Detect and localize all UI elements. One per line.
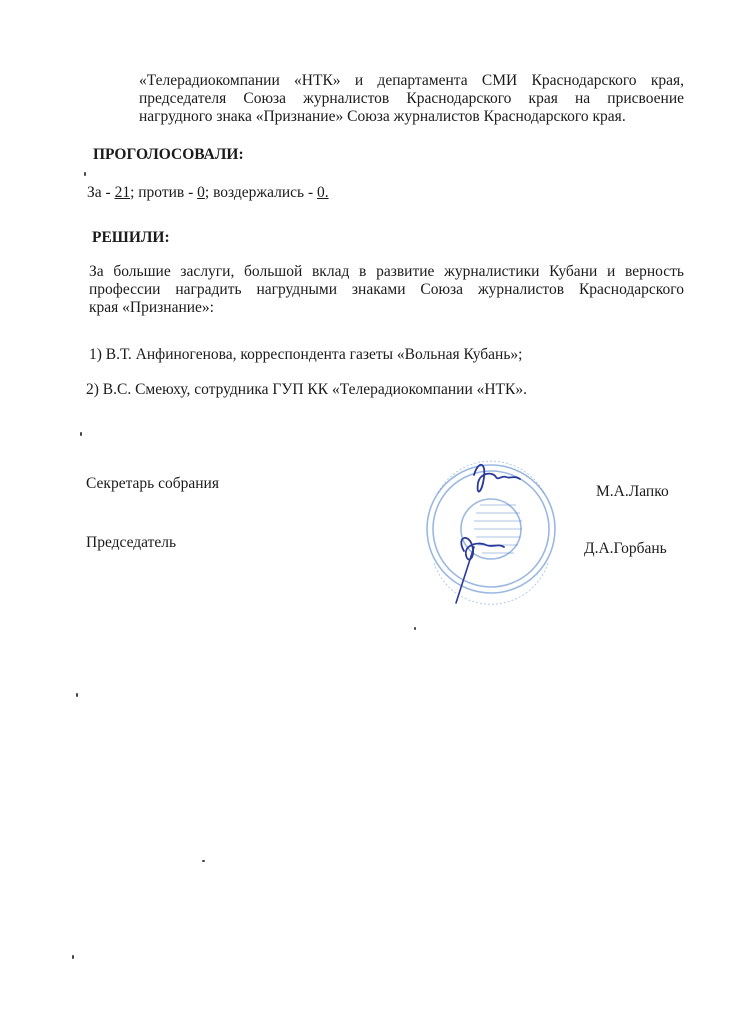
secretary-name: М.А.Лапко [596,483,669,500]
scan-speck [72,955,74,959]
vote-for-count: 21 [114,184,131,201]
scan-speck [202,860,205,862]
chair-name: Д.А.Горбань [584,540,667,557]
scan-speck [80,432,82,436]
vote-abstained-count: 0. [317,184,329,201]
intro-line: «Телерадиокомпании «НТК» и департамента СМИ Краснодарского края, [139,72,684,89]
decision-paragraph [89,263,684,317]
voted-heading: ПРОГОЛОСОВАЛИ: [93,146,244,163]
intro-line: председателя Союза журналистов Краснодарского края на присвоение [139,90,684,107]
award-item: 2) В.С. Смеюху, сотрудника ГУП КК «Телерадиокомпании «НТК». [86,381,527,398]
vote-for-label: За - [87,184,115,201]
decision-line: профессии наградить нагрудными знаками Союза журналистов Краснодарского [89,281,684,298]
intro-line: нагрудного знака «Признание» Союза журналистов Краснодарского края. [139,108,626,125]
official-stamp [416,453,566,613]
decision-line: За большие заслуги, большой вклад в развитие журналистики Кубани и верность [89,263,684,280]
scan-speck [414,627,416,630]
scan-speck [84,172,86,176]
vote-abstained-label: ; воздержались - [204,184,318,201]
secretary-label: Секретарь собрания [86,475,219,492]
vote-against-label: ; против - [130,184,198,201]
decision-line: края «Признание»: [89,299,214,316]
chair-label: Председатель [86,534,177,551]
scan-speck [76,693,78,697]
vote-against-count: 0 [197,184,205,201]
stamp-and-signature-drawing [416,453,566,613]
award-item: 1) В.Т. Анфиногенова, корреспондента газеты «Вольная Кубань»; [89,346,523,363]
vote-result [87,184,329,202]
intro-paragraph [139,72,684,126]
decided-heading: РЕШИЛИ: [92,229,170,246]
